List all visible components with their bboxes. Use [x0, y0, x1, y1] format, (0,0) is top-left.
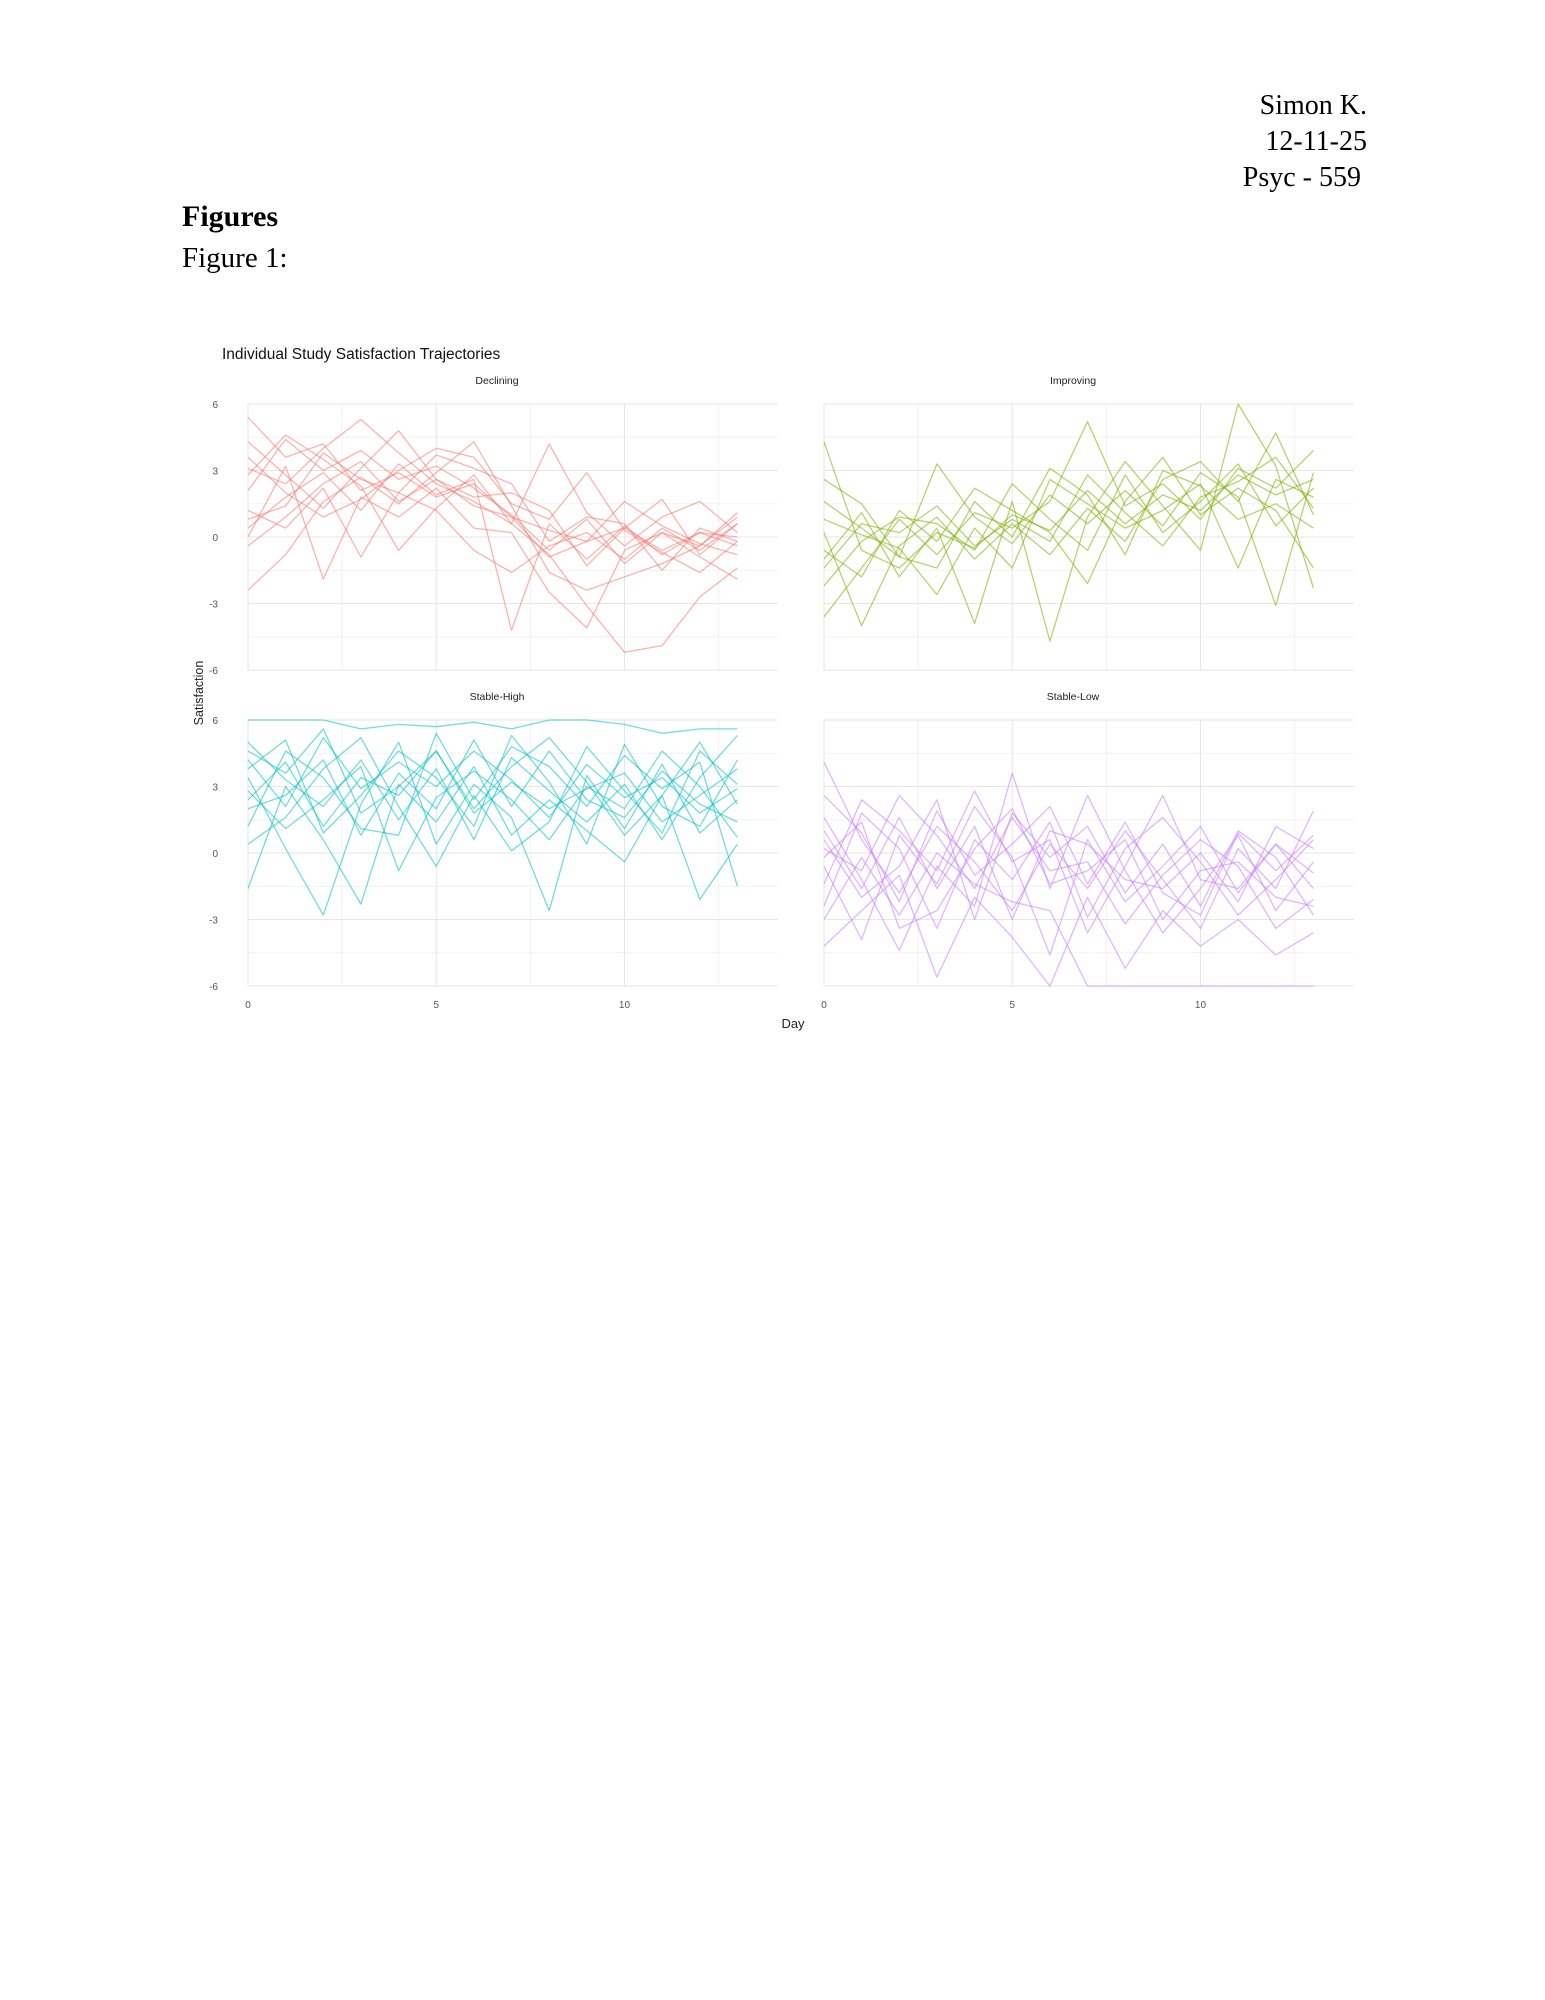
header-date: 12-11-25 — [1265, 126, 1367, 157]
y-tick-label: 3 — [212, 466, 218, 478]
y-tick-label: 0 — [212, 533, 218, 544]
y-tick-label: -6 — [209, 982, 218, 993]
x-tick-label: 10 — [618, 1000, 631, 1011]
panel-improving — [824, 375, 1354, 670]
y-tick-label: 6 — [212, 716, 218, 727]
trajectory-line — [824, 875, 1313, 986]
facet-panels — [209, 375, 1354, 1011]
y-axis-label: Satisfaction — [192, 660, 206, 726]
y-tick-label: -6 — [209, 666, 218, 677]
facet-title: Declining — [475, 375, 519, 387]
chart-title: Individual Study Satisfaction Trajectories — [222, 346, 501, 363]
section-title: Figures — [182, 200, 279, 233]
panel-stable-low — [821, 691, 1354, 1011]
trajectory-line — [824, 422, 1313, 617]
y-tick-label: 3 — [212, 782, 218, 794]
trajectory-line — [248, 733, 737, 886]
facet-title: Improving — [1049, 375, 1097, 387]
x-tick-label: 5 — [433, 1000, 440, 1011]
trajectory-line — [248, 464, 737, 630]
x-tick-label: 0 — [245, 1000, 251, 1011]
x-tick-label: 5 — [1009, 1000, 1016, 1011]
y-tick-label: -3 — [209, 915, 218, 927]
y-tick-label: 6 — [212, 400, 218, 411]
y-tick-label: -3 — [209, 599, 218, 611]
x-axis-label: Day — [781, 1016, 805, 1031]
header-course: Psyc - 559 — [1242, 162, 1361, 193]
trajectory-line — [824, 800, 1313, 920]
x-tick-label: 0 — [821, 1000, 827, 1011]
panel-declining — [209, 375, 778, 677]
x-tick-label: 10 — [1194, 1000, 1207, 1011]
header-author: Simon K. — [1259, 90, 1367, 121]
y-tick-label: 0 — [212, 849, 218, 860]
trajectory-line — [824, 795, 1313, 928]
panel-stable-high — [209, 691, 778, 1011]
facet-title: Stable-High — [469, 691, 525, 703]
facet-title: Stable-Low — [1046, 691, 1100, 703]
figure-label: Figure 1: — [182, 242, 288, 274]
